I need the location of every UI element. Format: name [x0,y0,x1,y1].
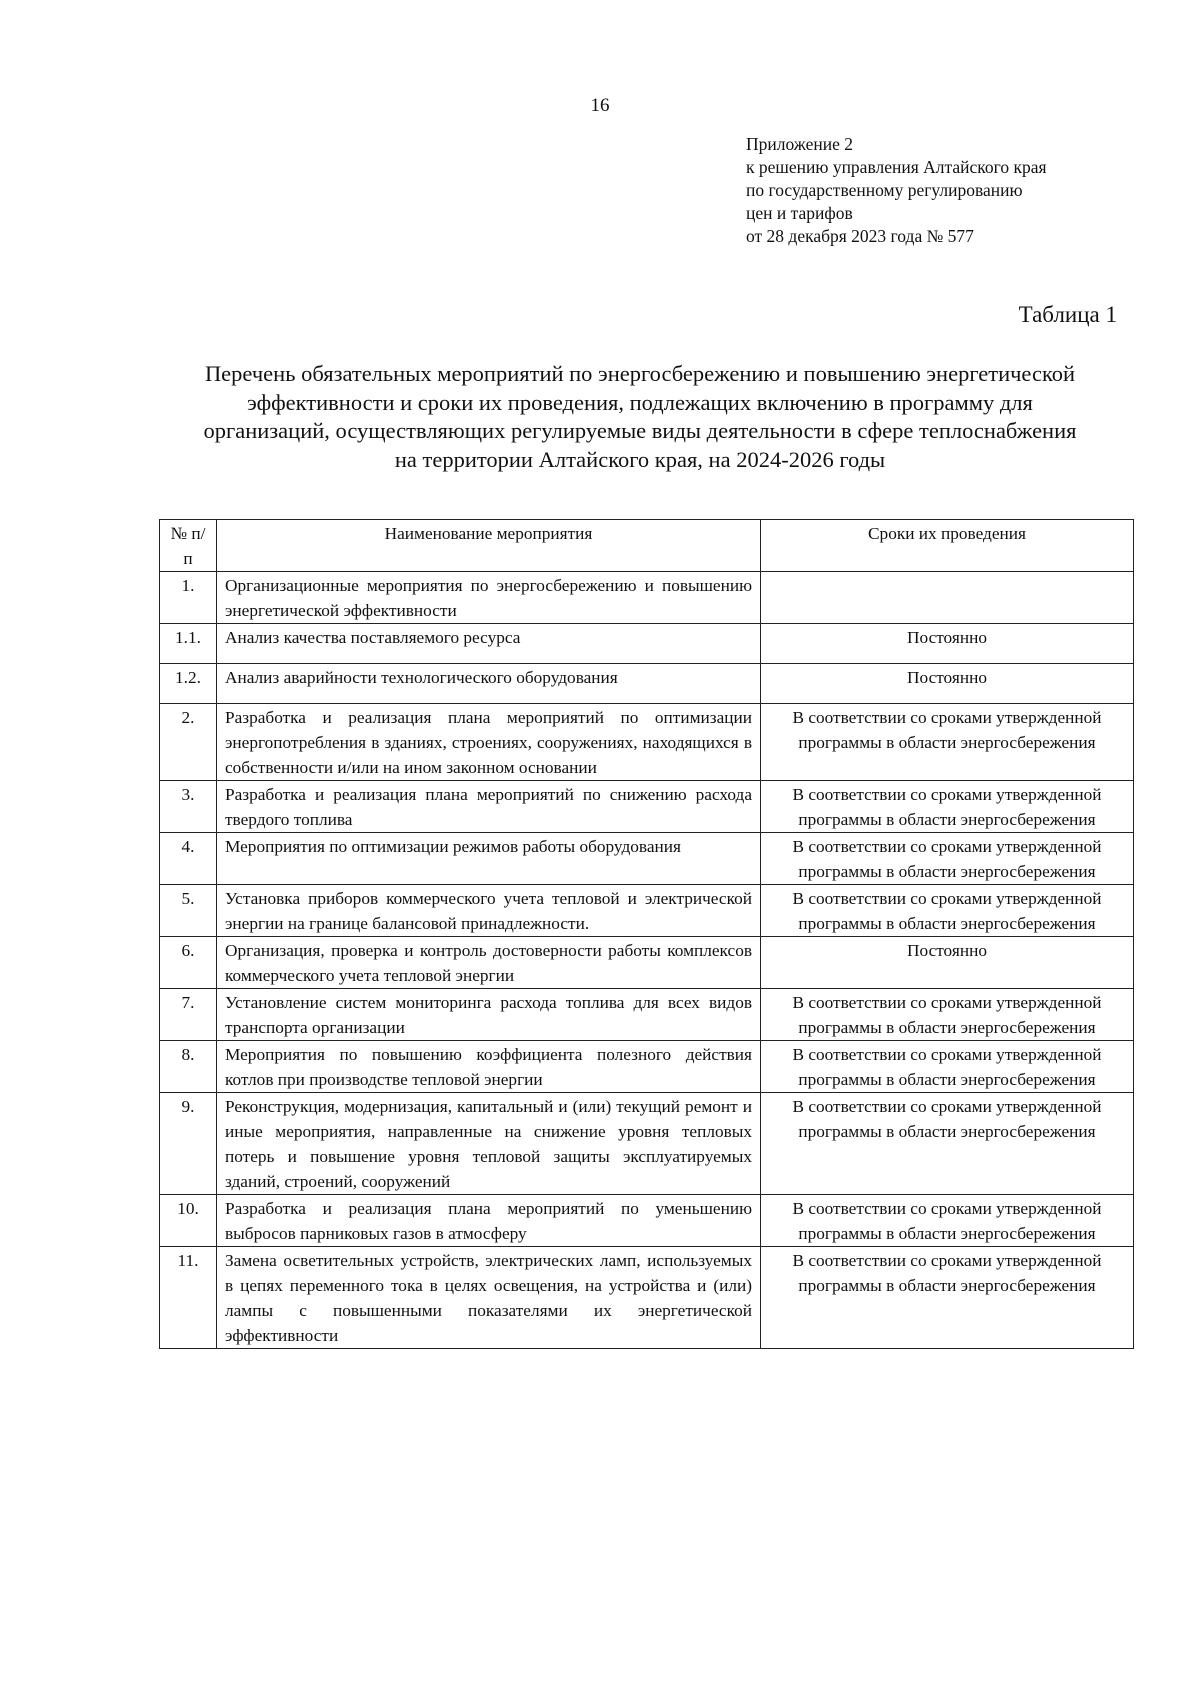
table-row [160,1195,1134,1247]
row-measure: Организация, проверка и контроль достоверности работы комплексов коммерческого учета тепловой энергии [217,937,761,989]
row-timing: В соответствии со сроками утвержденной программы в области энергосбережения [761,885,1134,937]
row-number: 10. [160,1195,217,1247]
table-row [160,989,1134,1041]
table-header-row [160,520,1134,572]
row-number: 1.1. [160,624,217,664]
row-measure: Замена осветительных устройств, электрических ламп, используемых в цепях переменного тока в целях освещения, на устройства и (или) лампы с повышенными показателями их энергетической эффективности [217,1247,761,1349]
appendix-line: к решению управления Алтайского края [746,157,1047,177]
row-number: 4. [160,833,217,885]
row-measure: Мероприятия по повышению коэффициента полезного действия котлов при производстве тепловой энергии [217,1041,761,1093]
row-timing: Постоянно [761,937,1134,989]
row-measure: Реконструкция, модернизация, капитальный и (или) текущий ремонт и иные мероприятия, направленные на снижение уровня тепловых потерь и повышение уровня тепловой защиты эксплуатируемых зданий, строений, сооружений [217,1093,761,1195]
document-title [160,360,1120,474]
row-number: 11. [160,1247,217,1349]
row-number: 1.2. [160,664,217,704]
title-line: на территории Алтайского края, на 2024-2026 годы [394,446,886,472]
appendix-block [746,133,1166,248]
header-timing: Сроки их проведения [761,520,1134,572]
table-row [160,781,1134,833]
row-measure: Разработка и реализация плана мероприятий по оптимизации энергопотребления в зданиях, строениях, сооружениях, находящихся в собственности и/или на ином законном основании [217,704,761,781]
row-timing: В соответствии со сроками утвержденной программы в области энергосбережения [761,781,1134,833]
row-measure: Организационные мероприятия по энергосбережению и повышению энергетической эффективности [217,572,761,624]
row-timing: В соответствии со сроками утвержденной программы в области энергосбережения [761,833,1134,885]
table-row [160,1093,1134,1195]
title-line: Перечень обязательных мероприятий по энергосбережению и повышению энергетической [204,361,1076,386]
row-number: 3. [160,781,217,833]
row-measure: Разработка и реализация плана мероприятий по уменьшению выбросов парниковых газов в атмосферу [217,1195,761,1247]
table-row [160,1041,1134,1093]
table-row [160,885,1134,937]
row-measure: Разработка и реализация плана мероприятий по снижению расхода твердого топлива [217,781,761,833]
row-number: 7. [160,989,217,1041]
table-row [160,572,1134,624]
title-line: эффективности и сроки их проведения, подлежащих включению в программу для [247,389,1033,415]
appendix-line: цен и тарифов [746,203,853,223]
appendix-line: по государственному регулированию [746,180,1023,200]
row-number: 8. [160,1041,217,1093]
table-row [160,1247,1134,1349]
row-measure: Установление систем мониторинга расхода топлива для всех видов транспорта организации [217,989,761,1041]
table-row [160,624,1134,664]
row-number: 1. [160,572,217,624]
row-timing: Постоянно [761,664,1134,704]
row-number: 9. [160,1093,217,1195]
table-row [160,937,1134,989]
row-timing: Постоянно [761,624,1134,664]
row-timing: В соответствии со сроками утвержденной программы в области энергосбережения [761,1041,1134,1093]
appendix-line: от 28 декабря 2023 года № 577 [746,226,974,246]
row-timing: В соответствии со сроками утвержденной программы в области энергосбережения [761,1093,1134,1195]
header-number: № п/п [160,520,217,572]
row-timing: В соответствии со сроками утвержденной программы в области энергосбережения [761,989,1134,1041]
table-row [160,833,1134,885]
page-number: 16 [590,95,610,116]
row-number: 5. [160,885,217,937]
title-line: организаций, осуществляющих регулируемые виды деятельности в сфере теплоснабжения [203,418,1077,443]
row-number: 6. [160,937,217,989]
table-row [160,704,1134,781]
measures-table [159,519,1134,1349]
row-timing: В соответствии со сроками утвержденной программы в области энергосбережения [761,1247,1134,1349]
row-measure: Анализ аварийности технологического оборудования [217,664,761,704]
table-label: Таблица 1 [1018,302,1117,327]
row-timing: В соответствии со сроками утвержденной программы в области энергосбережения [761,1195,1134,1247]
header-measure-name: Наименование мероприятия [217,520,761,572]
row-number: 2. [160,704,217,781]
table-row [160,664,1134,704]
row-timing: В соответствии со сроками утвержденной программы в области энергосбережения [761,704,1134,781]
row-measure: Установка приборов коммерческого учета тепловой и электрической энергии на границе балансовой принадлежности. [217,885,761,937]
row-measure: Мероприятия по оптимизации режимов работы оборудования [217,833,761,885]
row-measure: Анализ качества поставляемого ресурса [217,624,761,664]
row-timing [761,572,1134,624]
appendix-line: Приложение 2 [746,134,854,154]
